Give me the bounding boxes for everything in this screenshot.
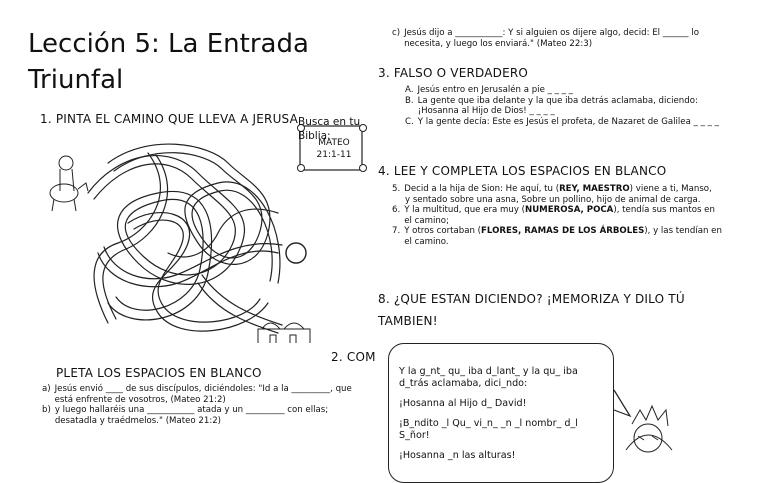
item-marker: 5. bbox=[392, 184, 401, 194]
maze-illustration bbox=[48, 133, 318, 351]
section-3-list bbox=[405, 85, 727, 127]
title-line-1: Lección 5: La Entrada bbox=[28, 29, 309, 59]
scroll-verse: 21:1-11 bbox=[316, 150, 352, 160]
item-text-c: ), y las tendían en el camino. bbox=[404, 226, 722, 247]
section-1-heading bbox=[40, 112, 298, 126]
item-text-c: ) viene a ti, Manso, bbox=[629, 184, 712, 194]
list-item bbox=[392, 226, 722, 247]
section-2-heading: PLETA LOS ESPACIOS EN BLANCO bbox=[56, 366, 262, 380]
item-text bbox=[404, 226, 722, 247]
section-8-heading-line1: 8. ¿QUE ESTAN DICIENDO? ¡MEMORIZA Y DILO TÚ bbox=[378, 292, 685, 306]
list-item bbox=[392, 184, 722, 195]
section-8-heading bbox=[378, 288, 738, 332]
item-marker: C. bbox=[405, 116, 414, 127]
item-continuation: y sentado sobre una asna, Sobre un pollino, hijo de animal de carga. bbox=[405, 194, 701, 205]
bubble-line: Y la g_nt_ qu_ iba d_lant_ y la qu_ iba d_trás aclamaba, dici_ndo: bbox=[399, 366, 578, 389]
bubble-line: ¡Hosanna al Hijo d_ David! bbox=[399, 398, 527, 409]
section-4-heading: 4. LEE Y COMPLETA LOS ESPACIOS EN BLANCO bbox=[378, 164, 667, 178]
choice-options: REY, MAESTRO bbox=[559, 184, 630, 194]
item-text: y luego hallaréis una ___________ atada y un _________ con ellas; desatadla y traédmelos." (Mateo 21:2) bbox=[54, 405, 329, 426]
title-line-2: Triunfal bbox=[28, 65, 124, 95]
list-item bbox=[405, 117, 727, 128]
item-marker: b) bbox=[42, 405, 51, 415]
item-marker: a) bbox=[42, 384, 51, 394]
scroll-reference bbox=[312, 137, 356, 161]
choice-options: NUMEROSA, POCA bbox=[525, 205, 614, 215]
choice-options: FLORES, RAMAS DE LOS ÁRBOLES bbox=[481, 226, 645, 236]
section-2-list bbox=[42, 384, 360, 426]
speech-bubble bbox=[388, 343, 614, 483]
list-item bbox=[42, 384, 360, 405]
list-item bbox=[405, 85, 727, 96]
item-text: Y la gente decía: Este es Jesús el profeta, de Nazaret de Galilea _ _ _ _ bbox=[417, 116, 719, 127]
section-4-list bbox=[392, 184, 722, 247]
item-text-a: Y otros cortaban ( bbox=[404, 226, 482, 236]
section-1-number: 1. bbox=[40, 112, 52, 126]
item-text: Jesús dijo a ___________: Y si alguien os dijere algo, decid: El ______ lo necesita, y luego los enviará." (Mateo 22:3) bbox=[404, 28, 699, 49]
item-marker: A. bbox=[405, 85, 414, 95]
section-3-heading: 3. FALSO O VERDADERO bbox=[378, 66, 529, 80]
item-text-c: ), tendía sus mantos en el camino; bbox=[404, 205, 715, 226]
section-1-title: PINTA EL CAMINO QUE LLEVA A JERUSA bbox=[55, 112, 299, 126]
section-2-number: 2. COM bbox=[331, 350, 376, 364]
item-marker: 7. bbox=[392, 226, 401, 236]
item-text-a: Decid a la hija de Sion: He aquí, tu ( bbox=[404, 184, 560, 194]
scroll-book: MATEO bbox=[318, 138, 350, 148]
bible-note-line1: Busca en tu bbox=[298, 116, 361, 128]
item-text-a: Y la multitud, que era muy ( bbox=[404, 205, 525, 215]
bible-note-line2: Biblia: bbox=[298, 130, 331, 142]
bubble-line: ¡B_ndito _l Qu_ vi_n_ _n _l nombr_ d_l S_ñor! bbox=[399, 418, 578, 441]
list-item bbox=[405, 96, 727, 117]
item-marker: c) bbox=[392, 28, 401, 38]
lesson-title bbox=[28, 26, 368, 98]
item-marker: 6. bbox=[392, 205, 401, 215]
item-text: La gente que iba delante y la que iba detrás aclamaba, diciendo: ¡Hosanna al Hijo de Dios! _ _ _ _ bbox=[417, 95, 698, 116]
bubble-line: ¡Hosanna _n las alturas! bbox=[399, 450, 516, 461]
item-text bbox=[404, 184, 712, 195]
item-text: Jesús entro en Jerusalén a pie _ _ _ _ bbox=[417, 85, 573, 95]
section-8-heading-line2: TAMBIEN! bbox=[378, 314, 438, 328]
list-item bbox=[42, 405, 360, 426]
item-text bbox=[404, 205, 722, 226]
item-marker: B. bbox=[405, 95, 414, 106]
crowd-illustration bbox=[612, 380, 768, 466]
list-item bbox=[392, 205, 722, 226]
item-text: Jesús envió ____ de sus discípulos, diciéndoles: "Id a la _________, que está enfrente de vosotros, (Mateo 21:2) bbox=[54, 384, 352, 405]
section-2-item-c bbox=[392, 28, 724, 49]
